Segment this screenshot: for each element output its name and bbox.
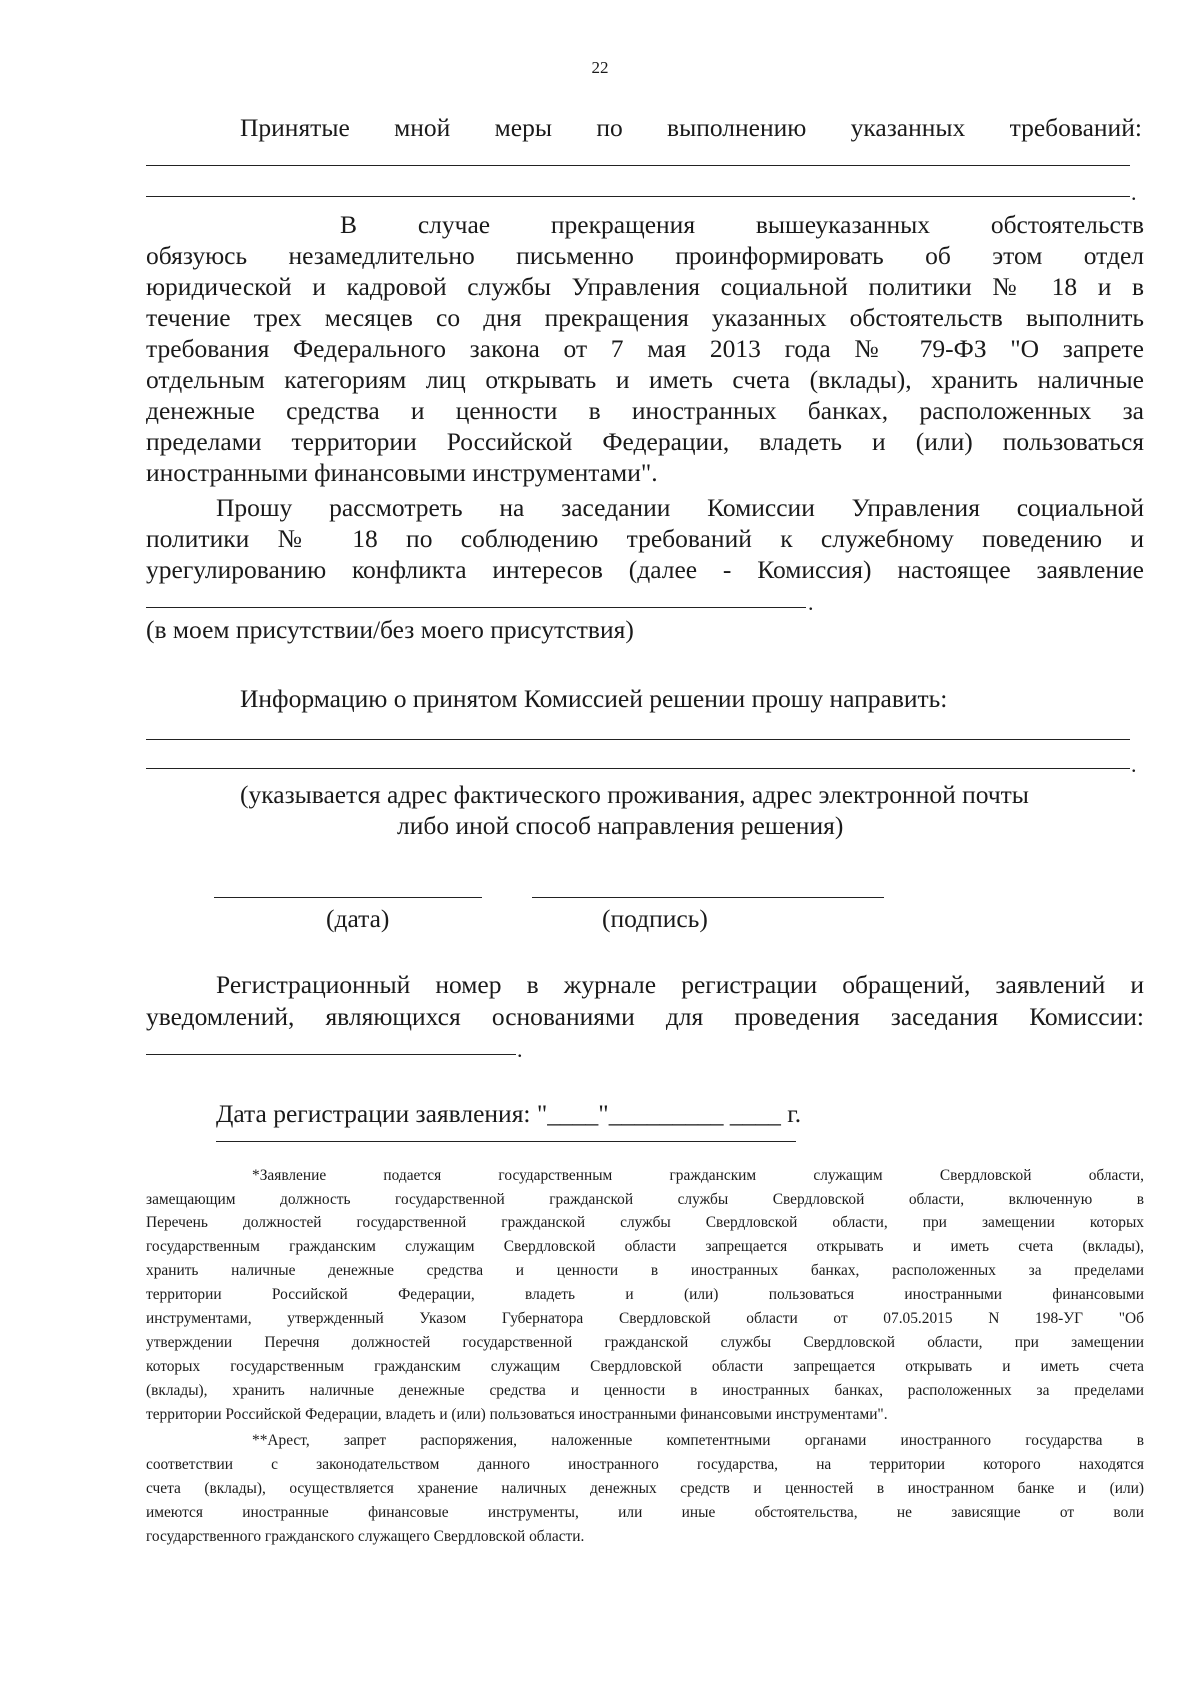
obligation-line: юридической и кадровой службы Управления социальной политики № 18 и в: [146, 272, 1144, 301]
footnote-line: соответствии с законодательством данного иностранного государства, на территории которого находятся: [146, 1456, 1144, 1473]
measures-word: указанных: [850, 113, 966, 142]
period-mark: .: [517, 1037, 523, 1062]
obligation-line: В случае прекращения вышеуказанных обстоятельств: [340, 210, 1144, 239]
measures-word: меры: [494, 113, 552, 142]
page-number: 22: [591, 58, 609, 77]
footnote-line: государственным гражданским служащим Свердловской области запрещается открывать и иметь счета (вклады),: [146, 1238, 1144, 1255]
footnote-line: имеются иностранные финансовые инструменты, или иные обстоятельства, не зависящие от воли: [146, 1504, 1144, 1521]
footnote-line: счета (вклады), осуществляется хранение наличных денежных средств и ценностей в иностранном банке и (или): [146, 1480, 1144, 1497]
measures-word: по: [596, 113, 623, 142]
footnote-line: (вклады), хранить наличные денежные средства и ценности в иностранных банках, расположенных за пределами: [146, 1382, 1144, 1399]
footnote-line: инструментами, утвержденный Указом Губернатора Свердловской области от 07.05.2015 N 198-УГ "Об: [146, 1310, 1144, 1327]
measures-word: мной: [394, 113, 451, 142]
info-paragraph: Информацию о принятом Комиссией решении прошу направить:: [240, 684, 948, 713]
registration-line: уведомлений, являющихся основаниями для проведения заседания Комиссии:: [146, 1002, 1144, 1031]
request-line: политики № 18 по соблюдению требований к служебному поведению и: [146, 524, 1144, 553]
measures-word: выполнению: [667, 113, 807, 142]
request-line: Прошу рассмотреть на заседании Комиссии Управления социальной: [216, 493, 1144, 522]
footnote-line: замещающим должность государственной гражданской службы Свердловской области, включенную в: [146, 1191, 1144, 1208]
footnote-line: *Заявление подается государственным гражданским служащим Свердловской области,: [252, 1167, 1144, 1184]
period-mark: .: [808, 590, 814, 615]
obligation-line: пределами территории Российской Федерации, владеть и (или) пользоваться: [146, 427, 1144, 456]
measures-word: требований:: [1009, 113, 1142, 142]
date-fill-line[interactable]: [214, 897, 482, 898]
signature-caption: (подпись): [602, 904, 708, 933]
footnote-line: территории Российской Федерации, владеть и (или) пользоваться иностранными финансовыми инструментами".: [146, 1406, 888, 1423]
info-hint-line-1: (указывается адрес фактического проживания, адрес электронной почты: [240, 780, 1029, 809]
footnote-line: которых государственным гражданским служащим Свердловской области запрещается открывать и иметь счета: [146, 1358, 1144, 1375]
obligation-line: обязуюсь незамедлительно письменно проинформировать об этом отдел: [146, 241, 1144, 270]
info-fill-line-1[interactable]: [146, 739, 1130, 740]
footnote-line: Перечень должностей государственной гражданской службы Свердловской области, при замещении которых: [146, 1214, 1144, 1231]
measures-paragraph: [240, 112, 1142, 143]
registration-number-line[interactable]: [146, 1054, 516, 1055]
registration-date: Дата регистрации заявления: "____"_________ ____ г.: [216, 1099, 802, 1128]
footnote-line: государственного гражданского служащего Свердловской области.: [146, 1528, 585, 1545]
footnote-line: хранить наличные денежные средства и ценности в иностранных банках, расположенных за пределами: [146, 1262, 1144, 1279]
date-caption: (дата): [326, 904, 390, 933]
request-line: урегулированию конфликта интересов (далее - Комиссия) настоящее заявление: [146, 555, 1144, 584]
presence-hint: (в моем присутствии/без моего присутствия): [146, 615, 634, 644]
info-fill-line-2[interactable]: [146, 768, 1130, 769]
measures-word: Принятые: [240, 113, 350, 142]
footnote-line: утверждении Перечня должностей государственной гражданской службы Свердловской области, при замещении: [146, 1334, 1144, 1351]
obligation-line: денежные средства и ценности в иностранных банках, расположенных за: [146, 396, 1144, 425]
presence-fill-line[interactable]: [146, 607, 806, 608]
footnote-line: территории Российской Федерации, владеть и (или) пользоваться иностранными финансовыми: [146, 1286, 1144, 1303]
obligation-line: отдельным категориям лиц открывать и иметь счета (вклады), хранить наличные: [146, 365, 1144, 394]
measures-fill-line-1[interactable]: [146, 165, 1130, 166]
obligation-line: иностранными финансовыми инструментами".: [146, 458, 658, 487]
registration-line: Регистрационный номер в журнале регистрации обращений, заявлений и: [216, 970, 1144, 999]
obligation-line: требования Федерального закона от 7 мая 2013 года № 79-ФЗ "О запрете: [146, 334, 1144, 363]
measures-fill-line-2[interactable]: [146, 196, 1130, 197]
obligation-line: течение трех месяцев со дня прекращения указанных обстоятельств выполнить: [146, 303, 1144, 332]
footnote-line: **Арест, запрет распоряжения, наложенные компетентными органами иностранного государства в: [252, 1432, 1144, 1449]
period-mark: .: [1131, 752, 1137, 777]
footnote-separator: [216, 1141, 796, 1142]
signature-fill-line[interactable]: [532, 897, 884, 898]
period-mark: .: [1131, 180, 1137, 205]
info-hint-line-2: либо иной способ направления решения): [397, 811, 844, 840]
